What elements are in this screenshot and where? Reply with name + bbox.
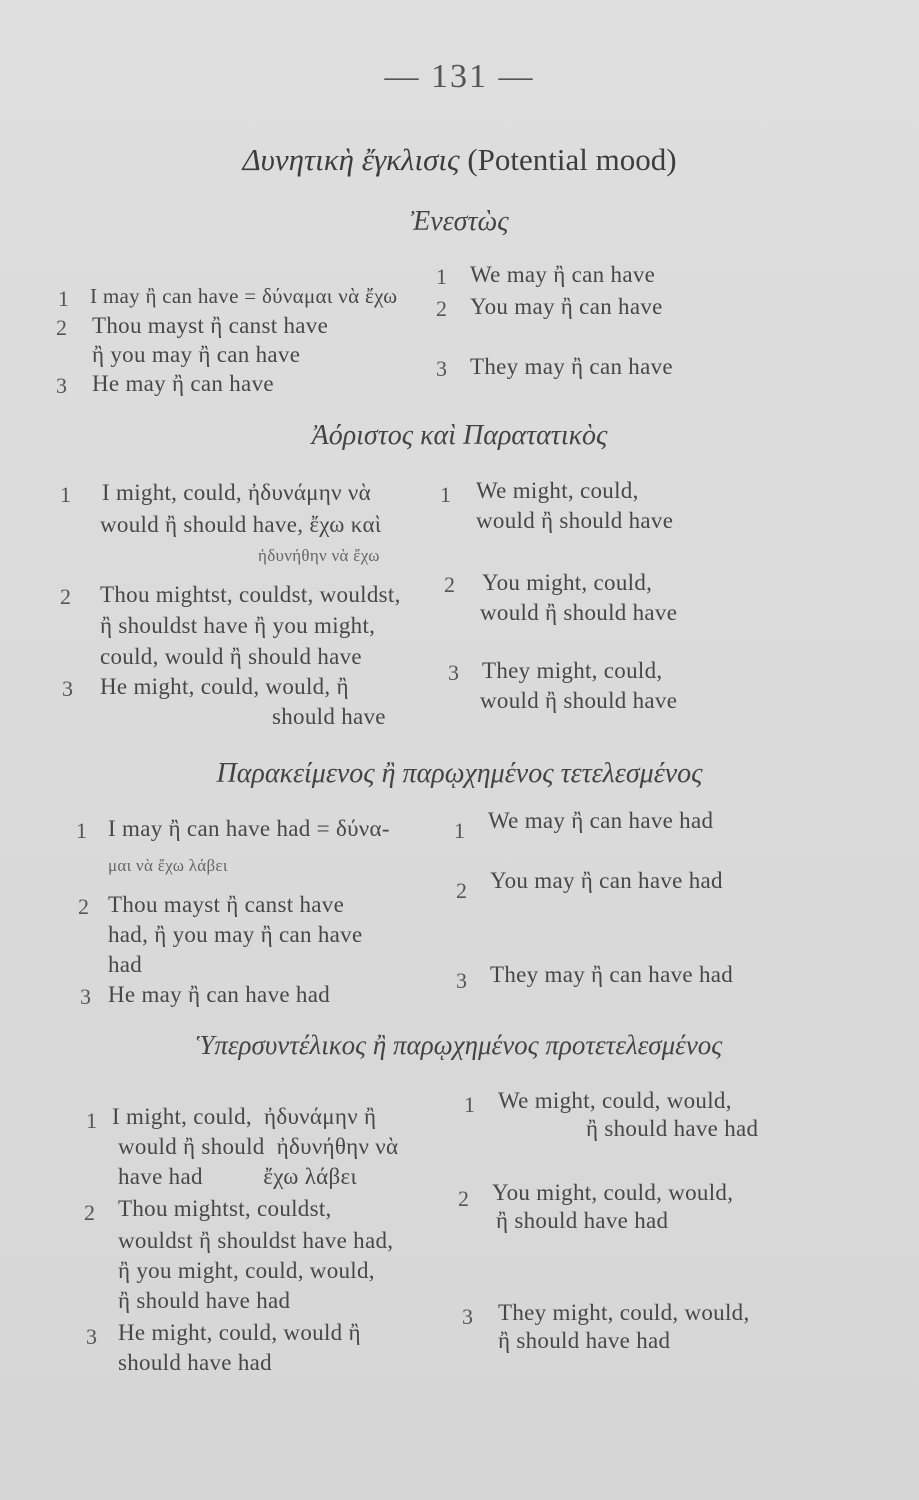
person-number: 3 — [56, 373, 67, 398]
conjugation-line: ἢ should have had — [496, 1208, 669, 1233]
person-number: 2 — [84, 1200, 95, 1225]
person-number: 3 — [436, 356, 447, 381]
conjugation-line: had — [108, 952, 143, 977]
conjugation-line: I may ἢ can have had = δύνα- — [108, 816, 390, 841]
person-number: 2 — [444, 572, 455, 597]
conjugation-line: would ἢ should have — [480, 688, 678, 713]
conjugation-line: Thou mightst, couldst, wouldst, — [100, 582, 401, 607]
person-number: 2 — [456, 878, 467, 903]
conjugation-line: ἢ you may ἢ can have — [92, 342, 301, 367]
person-number: 2 — [458, 1186, 469, 1211]
conjugation-line: could, would ἢ should have — [100, 644, 362, 669]
conjugation-line: You may ἢ can have — [470, 294, 663, 319]
conjugation-line: Thou mayst ἢ canst have — [92, 313, 329, 338]
person-number: 1 — [60, 482, 71, 507]
title-greek: Δυνητικὴ ἔγκλισις — [242, 142, 460, 177]
person-number: 3 — [462, 1304, 473, 1329]
conjugation-line: would ἢ should have, ἔχω καὶ — [100, 512, 382, 537]
person-number: 1 — [86, 1108, 97, 1133]
page-number: — 131 — — [384, 58, 535, 95]
conjugation-line: They may ἢ can have — [470, 354, 673, 379]
person-number: 3 — [62, 676, 73, 701]
person-number: 1 — [464, 1092, 475, 1117]
person-number: 3 — [80, 984, 91, 1009]
section-heading-pluperfect: Ὑπερσυντέλικος ἢ παρῳχημένος προτετελεσμένος — [196, 1030, 723, 1060]
conjugation-line: I may ἢ can have = δύναμαι νὰ ἔχω — [90, 284, 398, 308]
conjugation-line: had, ἢ you may ἢ can have — [108, 922, 363, 947]
person-number: 3 — [456, 968, 467, 993]
conjugation-line: We may ἢ can have — [470, 262, 656, 287]
person-number: 3 — [448, 660, 459, 685]
conjugation-line: would ἢ should have — [480, 600, 678, 625]
person-number: 2 — [56, 315, 67, 340]
person-number: 1 — [76, 818, 87, 843]
section-heading-present: Ἐνεστὼς — [410, 206, 509, 237]
conjugation-line: They might, could, — [482, 658, 663, 683]
conjugation-line: wouldst ἢ shouldst have had, — [118, 1228, 394, 1253]
person-number: 1 — [436, 264, 447, 289]
conjugation-line: should have — [272, 704, 386, 729]
conjugation-line: We might, could, would, — [498, 1088, 732, 1113]
person-number: 1 — [58, 286, 69, 311]
page-title — [0, 142, 919, 178]
conjugation-line: I might, could, ἠδυνάμην ἢ — [112, 1104, 377, 1129]
conjugation-line: We may ἢ can have had — [488, 808, 714, 833]
conjugation-line: He might, could, would ἢ — [118, 1320, 361, 1345]
conjugation-line: μαι νὰ ἔχω λάβει — [108, 856, 228, 875]
conjugation-line: They may ἢ can have had — [490, 962, 734, 987]
conjugation-line: would ἢ should have — [476, 508, 674, 533]
conjugation-line: They might, could, would, — [498, 1300, 750, 1325]
conjugation-line: have had ἔχω λάβει — [118, 1164, 357, 1189]
conjugation-line: You might, could, would, — [492, 1180, 734, 1205]
conjugation-line: should have had — [118, 1350, 272, 1375]
person-number: 1 — [454, 818, 465, 843]
person-number: 2 — [78, 894, 89, 919]
conjugation-line: would ἢ should ἠδυνήθην νὰ — [118, 1134, 399, 1159]
conjugation-line: He may ἢ can have had — [108, 982, 331, 1007]
conjugation-line: You may ἢ can have had — [490, 868, 723, 893]
conjugation-line: Thou mayst ἢ canst have — [108, 892, 345, 917]
section-heading-aorist: Ἀόριστος καὶ Παρατατικὸς — [311, 420, 608, 451]
person-number: 2 — [436, 296, 447, 321]
conjugation-line: ἠδυνήθην νὰ ἔχω — [258, 546, 380, 565]
conjugation-line: ἢ should have had — [498, 1328, 671, 1353]
conjugation-line: I might, could, ἠδυνάμην νὰ — [102, 480, 371, 505]
conjugation-line: ἢ shouldst have ἢ you might, — [100, 613, 376, 638]
section-heading-perfect: Παρακείμενος ἢ παρῳχημένος τετελεσμένος — [216, 758, 703, 789]
conjugation-line: He may ἢ can have — [92, 371, 274, 396]
conjugation-line: He might, could, would, ἢ — [100, 674, 349, 699]
person-number: 2 — [60, 584, 71, 609]
conjugation-line: We might, could, — [476, 478, 639, 503]
conjugation-line: ἢ should have had — [118, 1288, 291, 1313]
person-number: 3 — [86, 1324, 97, 1349]
title-latin: (Potential mood) — [467, 142, 677, 177]
person-number: 1 — [440, 482, 451, 507]
conjugation-line: You might, could, — [482, 570, 653, 595]
conjugation-line: Thou mightst, couldst, — [118, 1196, 332, 1221]
conjugation-line: ἢ you might, could, would, — [118, 1258, 375, 1283]
conjugation-line: ἢ should have had — [586, 1116, 759, 1141]
